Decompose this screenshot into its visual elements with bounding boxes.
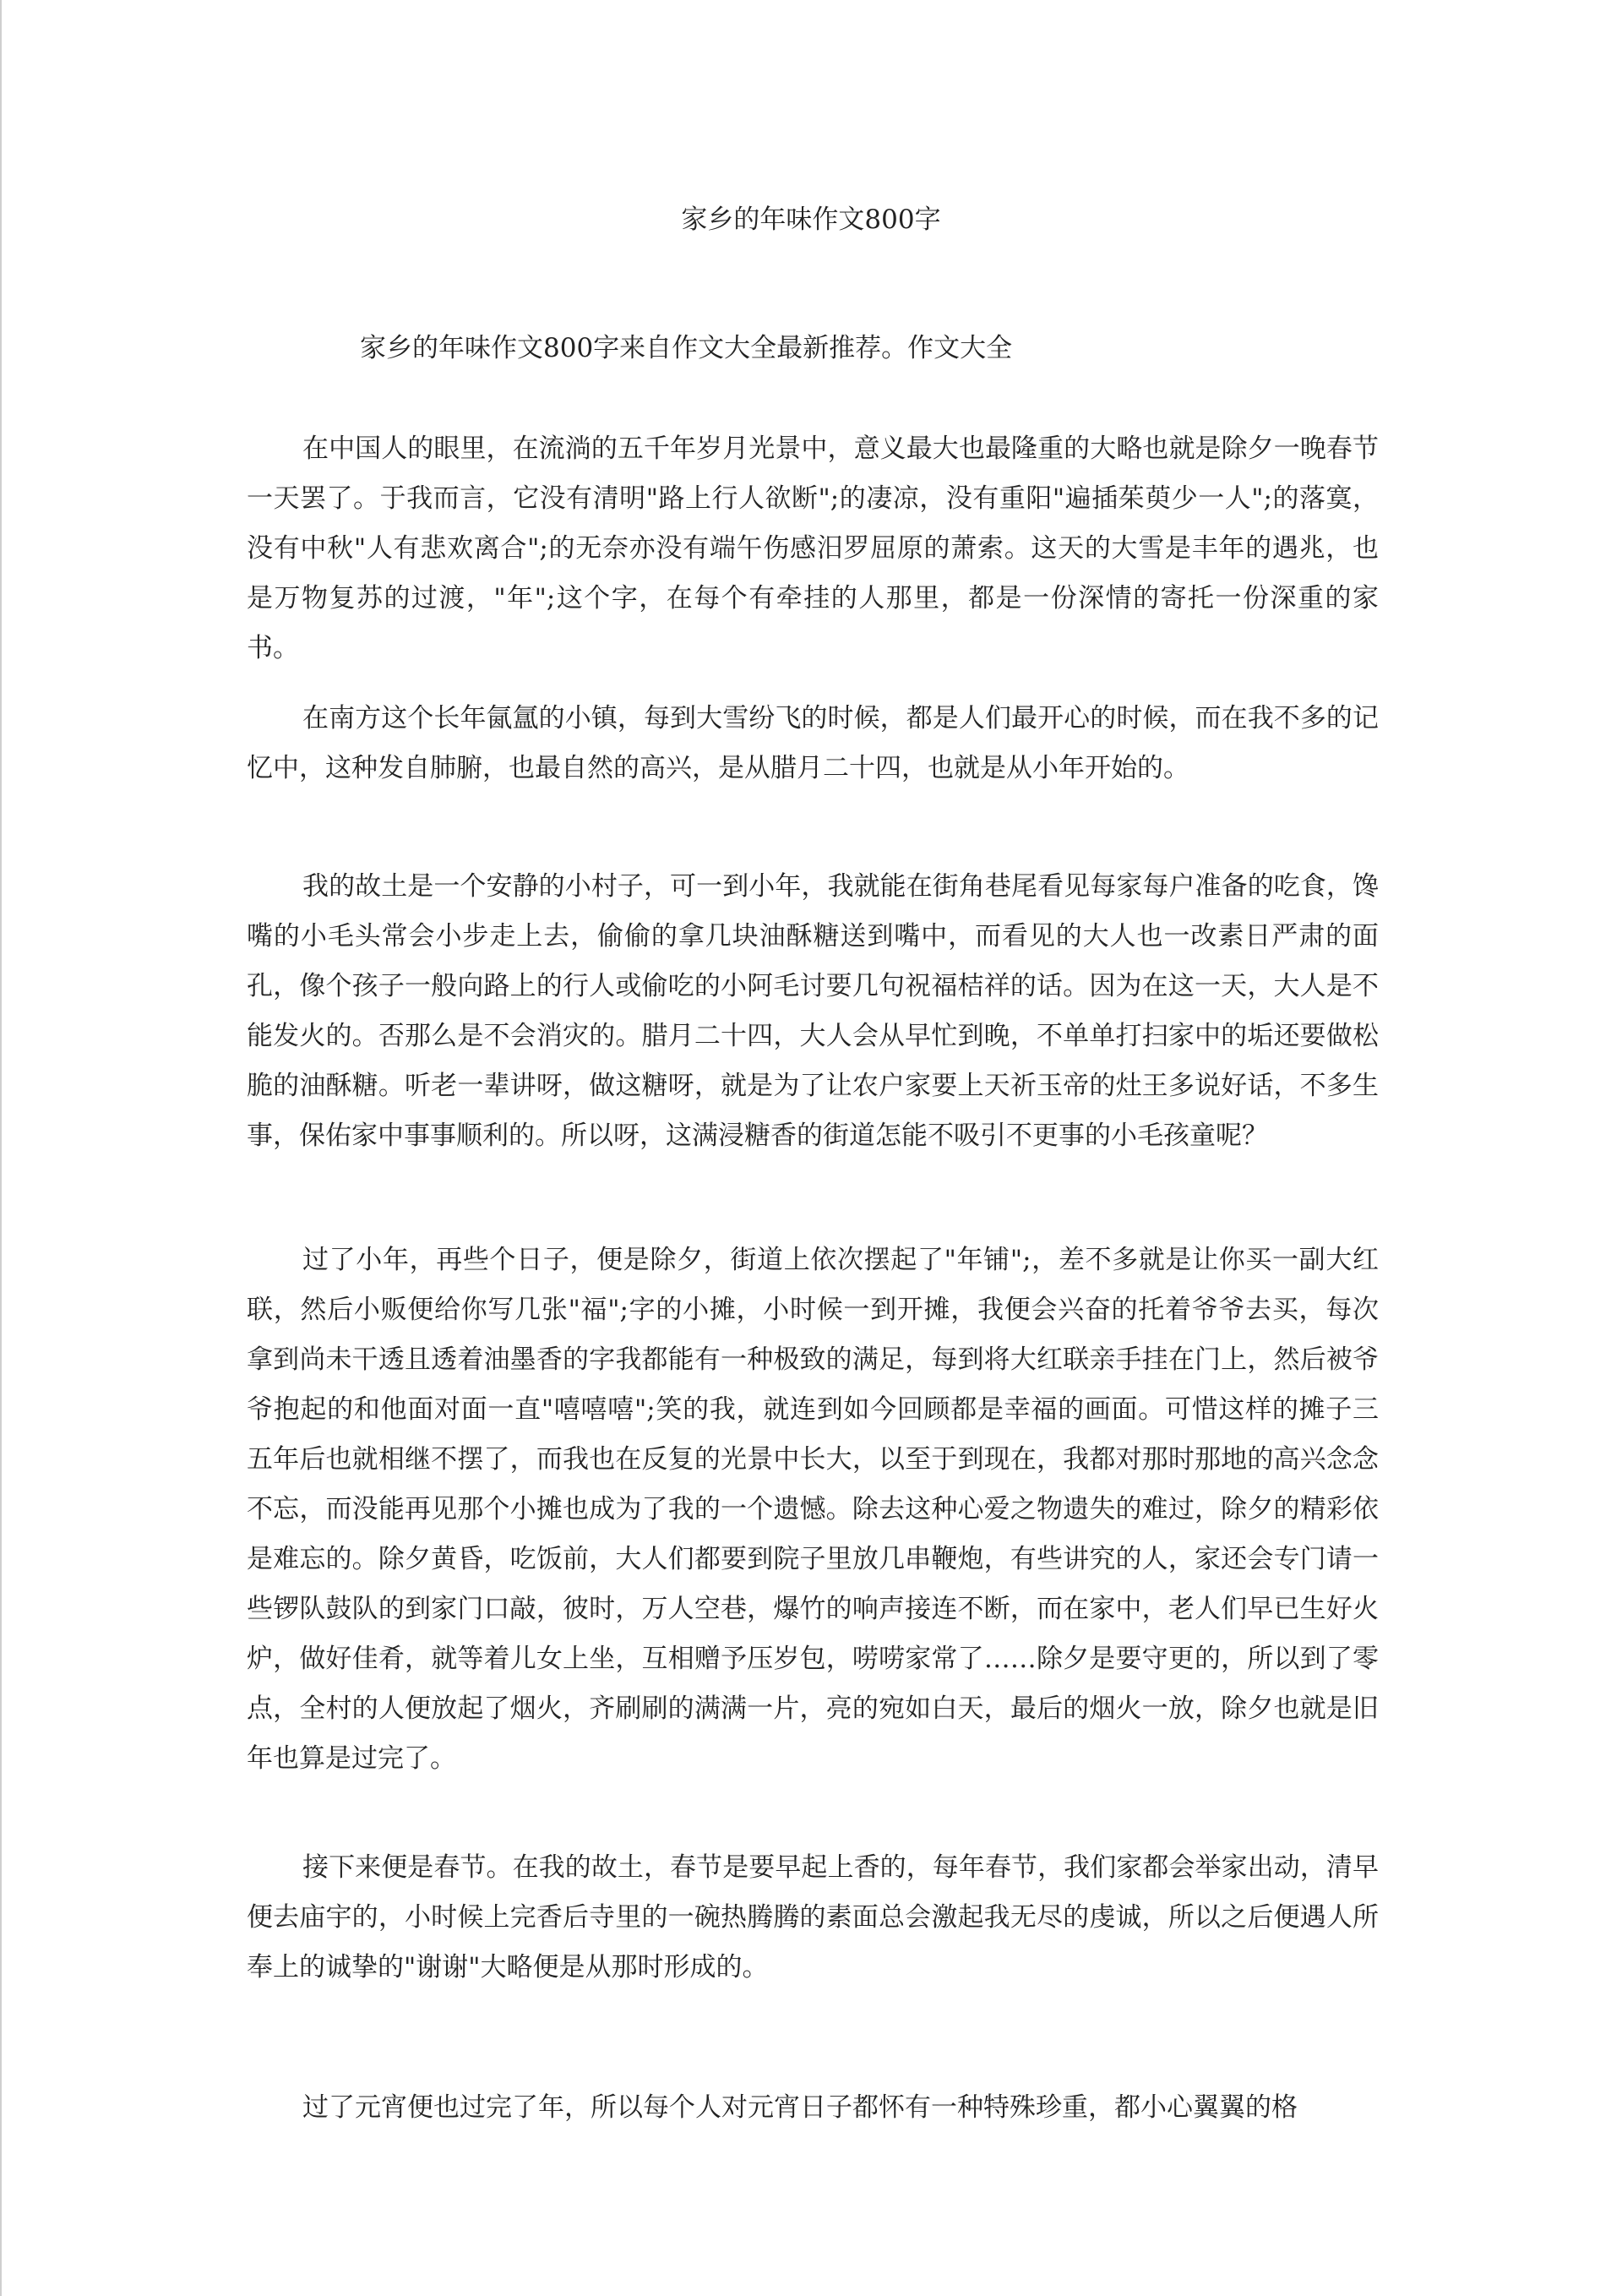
page-edge-divider	[0, 0, 2, 2296]
paragraph-3: 我的故土是一个安静的小村子，可一到小年，我就能在街角巷尾看见每家每户准备的吃食，馋嘴的小毛头常会小步走上去，偷偷的拿几块油酥糖送到嘴中，而看见的大人也一改素日严肃的面孔，像个孩子一般向路上的行人或偷吃的小阿毛讨要几句祝福桔祥的话。因为在这一天，大人是不能发火的。否那么是不会消灾的。腊月二十四，大人会从早忙到晚，不单单打扫家中的垢还要做松脆的油酥糖。听老一辈讲呀，做这糖呀，就是为了让农户家要上天祈玉帝的灶王多说好话，不多生事，保佑家中事事顺利的。所以呀，这满浸糖香的街道怎能不吸引不更事的小毛孩童呢？	[247, 871, 1379, 1151]
paragraph-1: 在中国人的眼里，在流淌的五千年岁月光景中，意义最大也最隆重的大略也就是除夕一晚春节一天罢了。于我而言，它没有清明"路上行人欲断";的凄凉，没有重阳"遍插茱萸少一人";的落寞，没有中秋"人有悲欢离合";的无奈亦没有端午伤感汨罗屈原的萧索。这天的大雪是丰年的遇兆，也是万物复苏的过渡，"年";这个字，在每个有牵挂的人那里，都是一份深情的寄托一份深重的家书。	[247, 434, 1379, 663]
paragraph-2: 在南方这个长年氤氲的小镇，每到大雪纷飞的时候，都是人们最开心的时候，而在我不多的记忆中，这种发自肺腑，也最自然的高兴，是从腊月二十四，也就是从小年开始的。	[247, 703, 1379, 783]
paragraph-6: 过了元宵便也过完了年，所以每个人对元宵日子都怀有一种特殊珍重，都小心翼翼的格	[302, 2092, 1298, 2123]
intro-line: 家乡的年味作文800字来自作文大全最新推荐。作文大全	[360, 333, 1013, 363]
paragraph-4: 过了小年，再些个日子，便是除夕，街道上依次摆起了"年铺";，差不多就是让你买一副大红联，然后小贩便给你写几张"福";字的小摊，小时候一到开摊，我便会兴奋的托着爷爷去买，每次拿到尚未干透且透着油墨香的字我都能有一种极致的满足，每到将大红联亲手挂在门上，然后被爷爷抱起的和他面对面一直"嘻嘻嘻";笑的我，就连到如今回顾都是幸福的画面。可惜这样的摊子三五年后也就相继不摆了，而我也在反复的光景中长大，以至于到现在，我都对那时那地的高兴念念不忘，而没能再见那个小摊也成为了我的一个遗憾。除去这种心爱之物遗失的难过，除夕的精彩依是难忘的。除夕黄昏，吃饭前，大人们都要到院子里放几串鞭炮，有些讲究的人，家还会专门请一些锣队鼓队的到家门口敲，彼时，万人空巷，爆竹的响声接连不断，而在家中，老人们早已生好火炉，做好佳肴，就等着儿女上坐，互相赠予压岁包，唠唠家常了……除夕是要守更的，所以到了零点，全村的人便放起了烟火，齐刷刷的满满一片，亮的宛如白天，最后的烟火一放，除夕也就是旧年也算是过完了。	[247, 1245, 1379, 1774]
paragraph-5: 接下来便是春节。在我的故土，春节是要早起上香的，每年春节，我们家都会举家出动，清早便去庙宇的，小时候上完香后寺里的一碗热腾腾的素面总会激起我无尽的虔诚，所以之后便遇人所奉上的诚挚的"谢谢"大略便是从那时形成的。	[247, 1852, 1379, 1982]
document-title: 家乡的年味作文800字	[681, 205, 941, 235]
